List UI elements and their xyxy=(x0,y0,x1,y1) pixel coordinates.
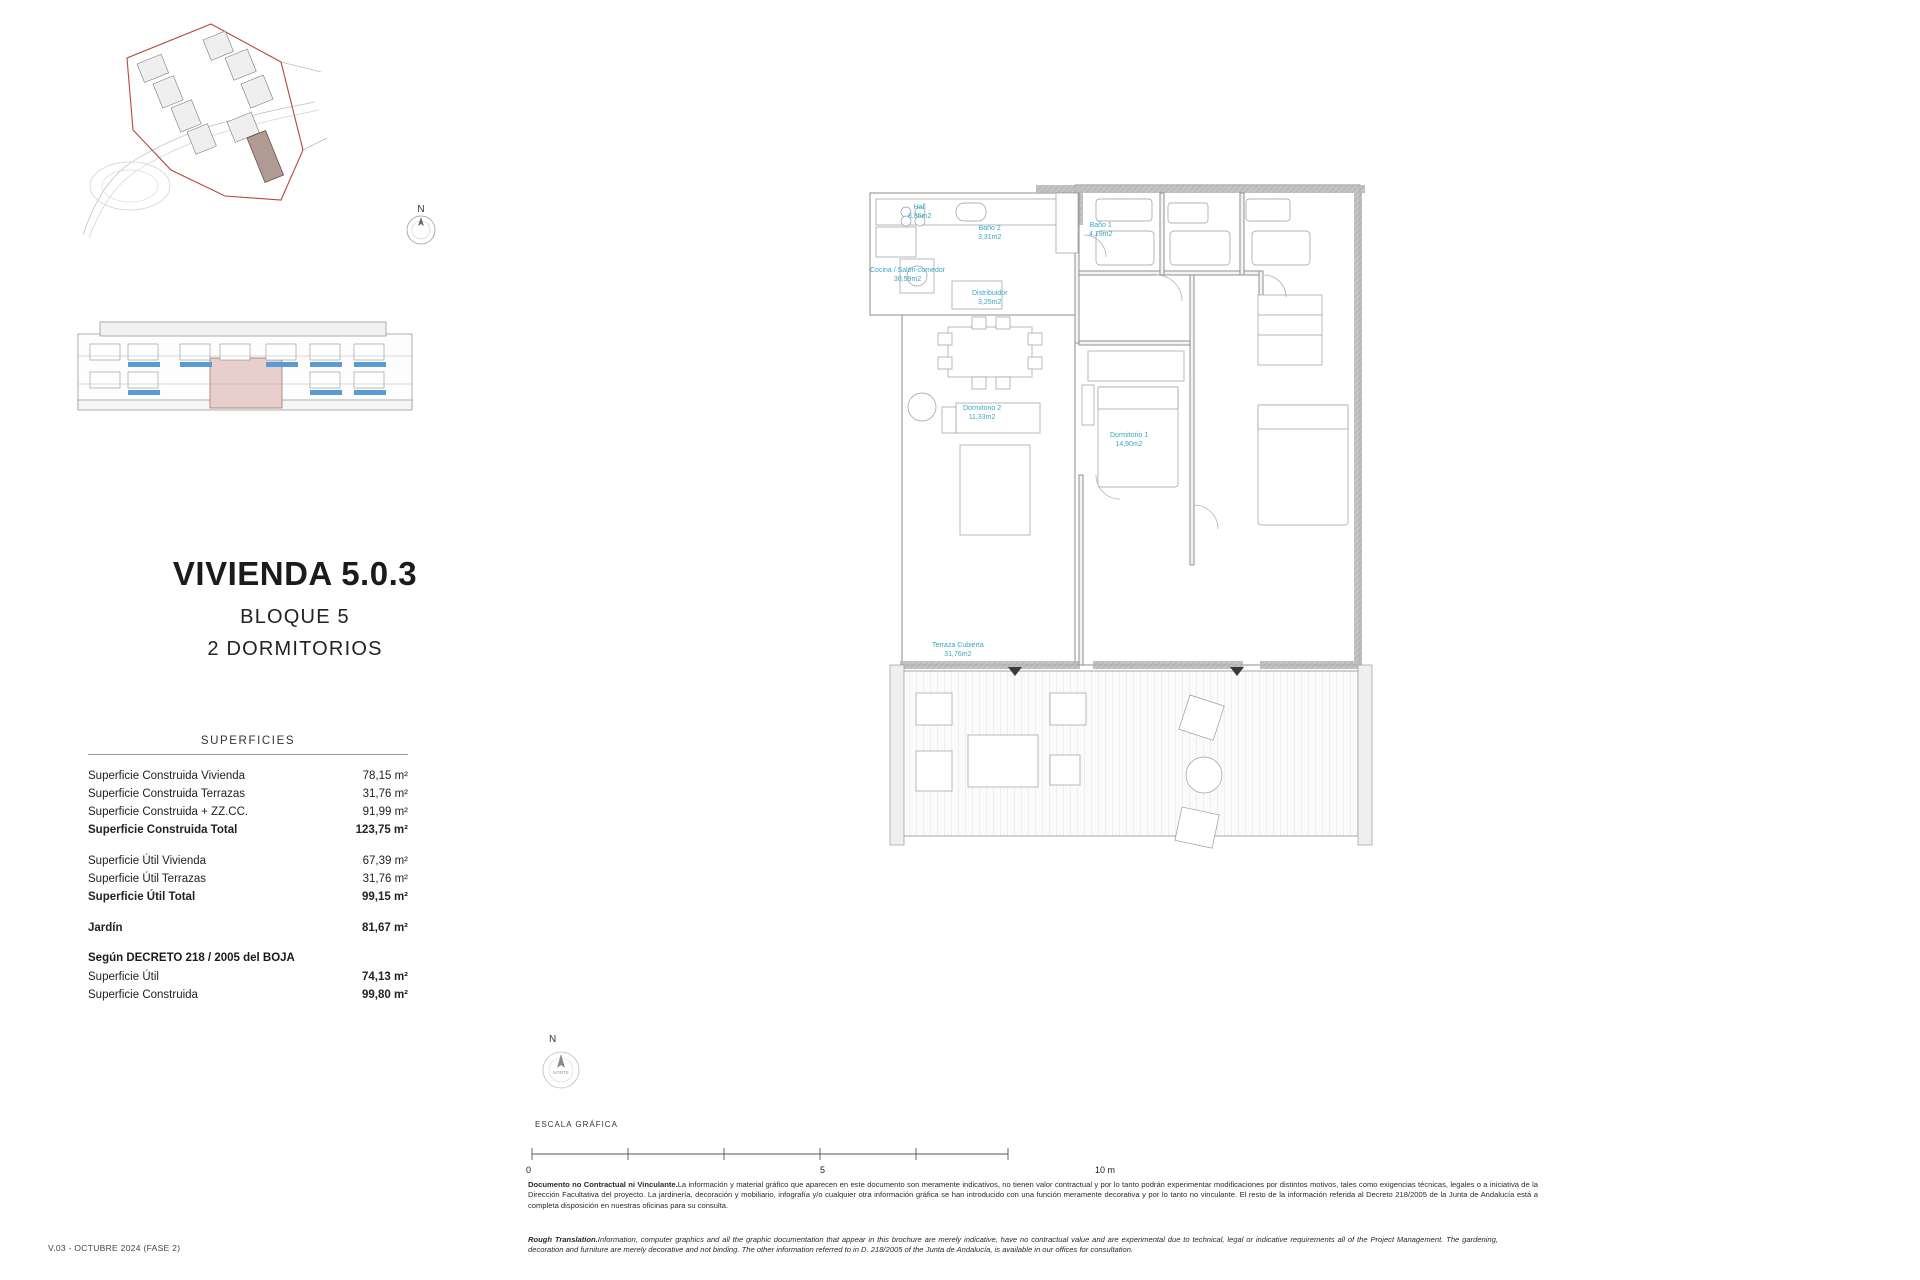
row-label: Superficie Útil Total xyxy=(88,891,196,903)
row-label: Superficie Construida xyxy=(88,989,198,1001)
room-label-bano-2: Baño 2 3,31m2 xyxy=(978,225,1002,241)
room-label-dormitorio-2: Dormitorio 2 11,33m2 xyxy=(963,405,1002,421)
row-value: 99,15 m² xyxy=(361,891,408,903)
disclaimer-english xyxy=(528,1235,1498,1256)
row-label: Superficie Construida + ZZ.CC. xyxy=(88,806,249,818)
room-label-cocina-salon-comedor: Cocina / Salón-comedor 30,59m2 xyxy=(870,267,946,283)
north-letter: N xyxy=(549,1034,557,1045)
row-value: 67,39 m² xyxy=(362,855,408,867)
title-block xyxy=(130,555,460,661)
row-label: Superficie Útil xyxy=(88,971,159,983)
row-value: 78,15 m² xyxy=(362,770,408,782)
scale-label: ESCALA GRÁFICA xyxy=(535,1120,618,1129)
row-value: 123,75 m² xyxy=(355,824,408,836)
scale-tick-10: 10 m xyxy=(1095,1165,1116,1175)
row-value: 31,76 m² xyxy=(362,788,408,800)
table-row xyxy=(88,767,408,785)
graphic-scale-bar xyxy=(528,1140,1128,1170)
row-value: 81,67 m² xyxy=(361,922,408,934)
table-row-garden xyxy=(88,919,408,937)
disclaimer-en-bold: Rough Translation. xyxy=(528,1235,598,1244)
floor-plan-drawing xyxy=(860,175,1500,855)
row-label: Superficie Útil Terrazas xyxy=(88,873,207,885)
page-title: VIVIENDA 5.0.3 xyxy=(172,555,418,592)
table-row xyxy=(88,870,408,888)
table-row xyxy=(88,821,408,839)
decreto-heading: Según DECRETO 218 / 2005 del BOJA xyxy=(88,952,295,964)
svg-text:N: N xyxy=(417,204,425,215)
row-value: 31,76 m² xyxy=(362,873,408,885)
document-version: V.03 - OCTUBRE 2024 (FASE 2) xyxy=(48,1243,181,1253)
scale-tick-5: 5 xyxy=(820,1165,826,1175)
table-row xyxy=(88,785,408,803)
table-row xyxy=(88,852,408,870)
north-compass-bottom xyxy=(535,1030,605,1110)
row-label: Superficie Útil Vivienda xyxy=(88,855,207,867)
highlighted-block xyxy=(247,131,284,183)
row-label: Superficie Construida Vivienda xyxy=(88,770,246,782)
north-compass-site xyxy=(395,200,435,240)
room-label-terraza-cubierta: Terraza Cubierta 31,76m2 xyxy=(932,642,984,658)
scale-tick-0: 0 xyxy=(526,1165,532,1175)
room-label-hall: Hall 6,85m2 xyxy=(908,204,932,220)
svg-text:NORTE: NORTE xyxy=(553,1070,569,1075)
row-label: Superficie Construida Total xyxy=(88,824,238,836)
row-value: 74,13 m² xyxy=(361,971,408,983)
block-subtitle: BLOQUE 5 xyxy=(240,606,350,628)
room-label-bano-1: Baño 1 4,19m2 xyxy=(1089,222,1113,238)
row-label: Superficie Construida Terrazas xyxy=(88,788,246,800)
surfaces-table xyxy=(88,735,408,1004)
table-row xyxy=(88,888,408,906)
table-row xyxy=(88,986,408,1004)
room-label-distribuidor: Distribuidor 3,25m2 xyxy=(972,290,1008,306)
disclaimer-spanish xyxy=(528,1180,1538,1211)
disclaimer-es-text: La información y material gráfico que aparecen en este documento son meramente indicativos, no tienen valor contractual y por lo tanto podrán experimentar modificaciones por distintos motivos, tales como exigencias técnicas, legales o a iniciativa de la Dirección Facultativa del proyecto. La jardinería, decoración y mobiliario, infografía y/o cualquier otra información gráfica se han introducido con una función meramente decorativa y por lo tanto no vinculante. El resto de la información referida al Decreto 218/2005 de la Junta de Andalucía está a completa disposición en nuestras oficinas para su consulta. xyxy=(528,1180,1538,1210)
table-row xyxy=(88,968,408,986)
table-row xyxy=(88,803,408,821)
row-value: 91,99 m² xyxy=(362,806,408,818)
disclaimer-es-bold: Documento no Contractual ni Vinculante. xyxy=(528,1180,678,1189)
bedrooms-subtitle: 2 DORMITORIOS xyxy=(207,638,383,660)
building-elevation-diagram xyxy=(70,300,420,430)
disclaimer-en-text: Information, computer graphics and all the graphic documentation that appear in this brochure are merely indicative, have no contractual value and are experimental due to technical, legal or indicative requirements all of the Project Management. The gardening, decoration and furniture are merely decorative and not binding. The other information referred to in D. 218/2005 of the Junta de Andalucía, is available in our offices for consultation. xyxy=(528,1235,1498,1255)
row-value: 99,80 m² xyxy=(361,989,408,1001)
row-label: Jardín xyxy=(88,922,123,934)
surfaces-heading: SUPERFICIES xyxy=(200,735,296,747)
room-label-dormitorio-1: Dormitorio 1 14,90m2 xyxy=(1110,432,1149,448)
site-plan-diagram xyxy=(75,10,335,240)
